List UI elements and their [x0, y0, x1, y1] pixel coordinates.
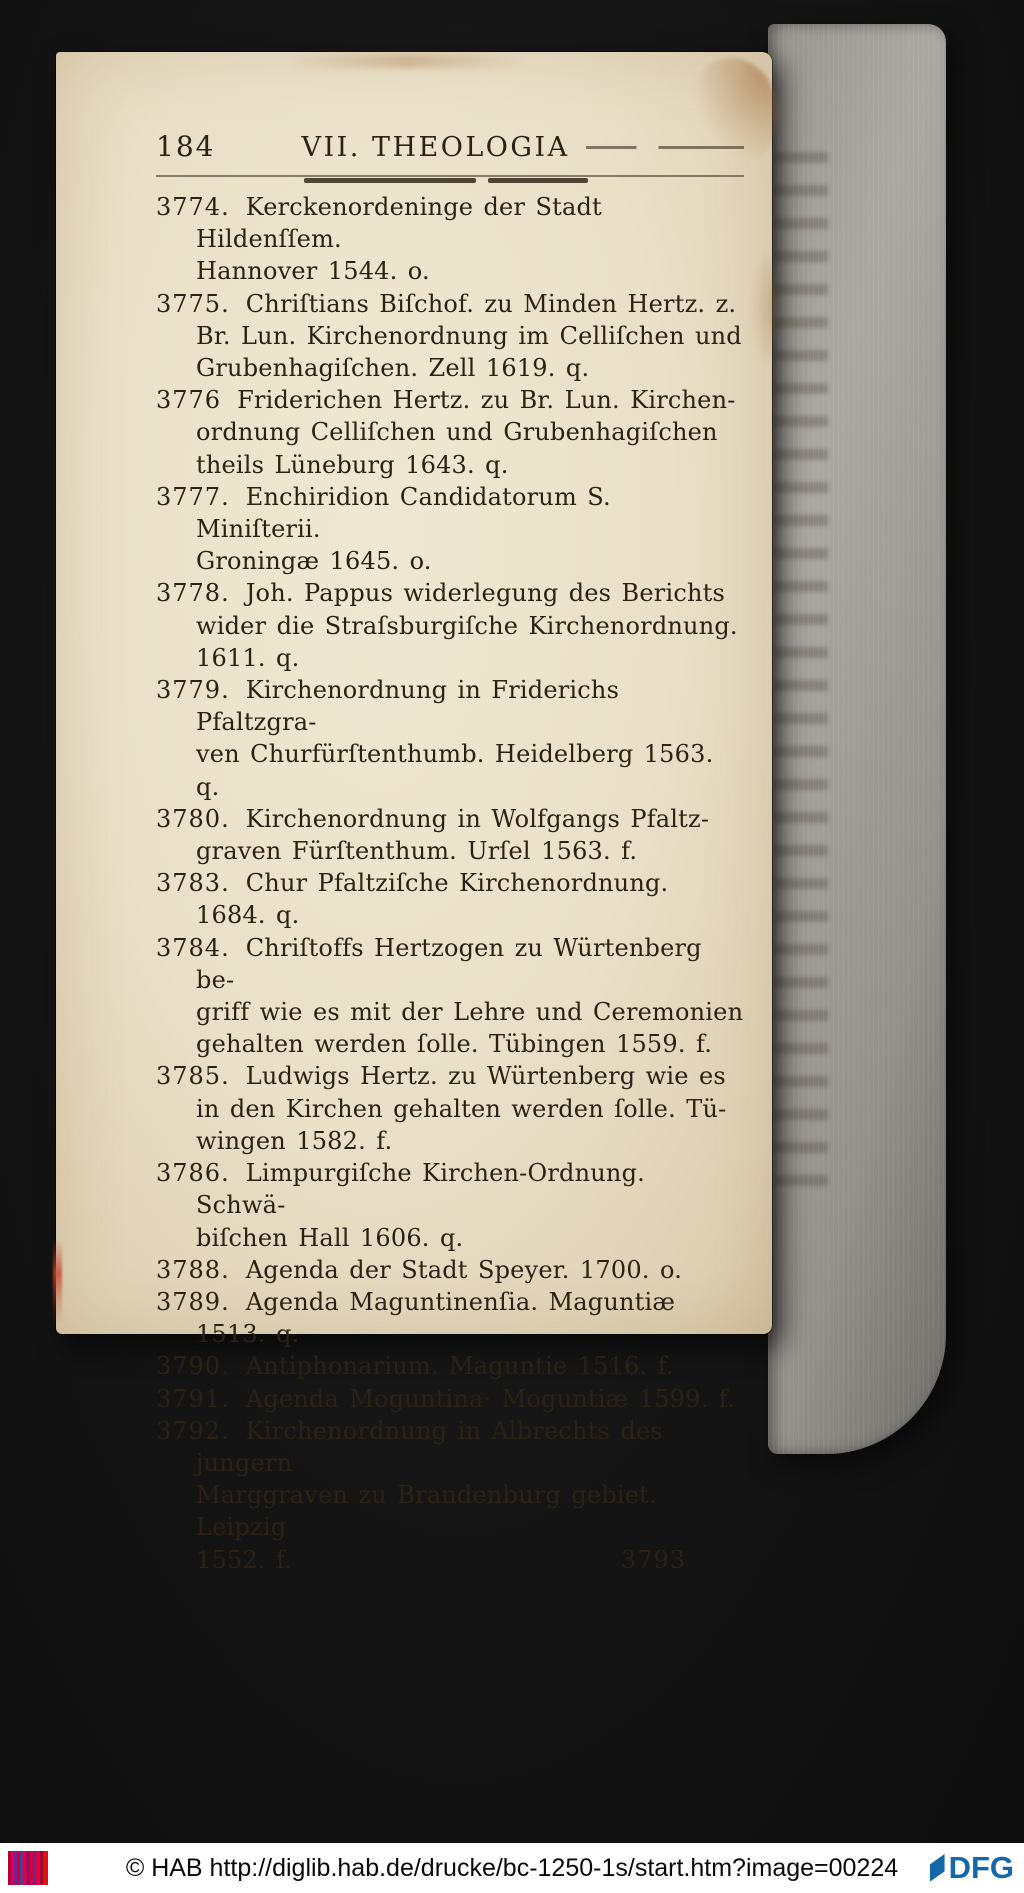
header-dash-rule [586, 146, 744, 149]
entry-line: gehalten werden ſolle. Tübingen 1559. f. [196, 1030, 713, 1059]
entry [156, 803, 744, 867]
entry-number: 3776 [156, 386, 222, 415]
entry-line: 1552. f. [196, 1545, 293, 1574]
entry-line: Kirchenordnung in Albrechts des jungern [196, 1416, 663, 1477]
entry-line: Marggraven zu Brandenburg gebiet. Leipzig [196, 1481, 657, 1542]
entry-line: Enchiridion Candidatorum S. Miniſterii. [196, 482, 611, 544]
entry-line: Agenda Maguntinenſia. Maguntiæ 1513. q. [196, 1287, 676, 1349]
entry-line: biſchen Hall 1606. q. [196, 1223, 464, 1252]
entry-number: 3790. [156, 1352, 230, 1381]
header-rule-right [488, 178, 588, 183]
entry-number: 3774. [156, 193, 230, 221]
copyright-text: © HAB http://diglib.hab.de/drucke/bc-1250-1s/start.htm?image=00224 [125, 1853, 899, 1882]
entry-line: Kerckenordeninge der Stadt Hildenſſem. [196, 193, 602, 254]
page-stain [286, 54, 526, 68]
entry-line: Br. Lun. Kirchenordnung im Celliſchen und [196, 321, 742, 350]
entry-line: ven Churfürſtenthumb. Heidelberg 1563. q. [196, 740, 714, 801]
entry-line: Ludwigs Hertz. zu Würtenberg wie es [245, 1062, 726, 1091]
entry-line: Grubenhagiſchen. Zell 1619. q. [196, 354, 590, 383]
entry [156, 674, 744, 803]
entry-line: theils Lüneburg 1643. q. [196, 450, 509, 479]
entry-line: Kirchenordnung in Friderichs Pfaltzgra- [196, 676, 620, 737]
entry-lines [196, 1062, 744, 1157]
entry-list [156, 191, 744, 1576]
entry-lines [196, 193, 744, 288]
entry-number: 3775. [156, 289, 230, 318]
entry-line: graven Fürſtenthum. Urſel 1563. f. [196, 837, 638, 866]
header-rule-left [304, 178, 476, 183]
dfg-logo [930, 1850, 1014, 1886]
entry-line: 1611. q. [196, 643, 300, 672]
entry-lines [196, 483, 744, 578]
entry-line: Groningæ 1645. o. [196, 547, 432, 576]
entry [156, 577, 744, 674]
entry-lines [196, 676, 744, 803]
entry-lines [196, 386, 744, 481]
book-page [56, 52, 772, 1574]
entry-lines [246, 1256, 682, 1284]
catchword: 3793 [620, 1545, 686, 1574]
entry [156, 384, 744, 481]
entry-number: 3786. [156, 1159, 230, 1188]
entry [156, 1254, 744, 1286]
entry-line: Agenda der Stadt Speyer. 1700. o. [245, 1255, 683, 1284]
entry-lines [196, 1288, 675, 1348]
entry-lines [196, 1159, 744, 1254]
entry-lines [246, 1352, 674, 1380]
entry-number: 3791. [156, 1384, 230, 1413]
page-stain [53, 1240, 62, 1324]
entry [156, 1286, 744, 1350]
entry [156, 1060, 744, 1157]
entry-number: 3783. [156, 869, 230, 898]
color-calibration-barcode [8, 1851, 48, 1885]
entry-line: wider die Straſsburgiſche Kirchenordnung. [196, 611, 738, 640]
entry-line: Chriſtoffs Hertzogen zu Würtenberg be- [196, 933, 702, 994]
entry [156, 1157, 744, 1254]
entry-number: 3780. [156, 804, 230, 833]
entry-line: Chur Pfaltziſche Kirchenordnung. 1684. q. [196, 869, 669, 930]
entry [156, 1350, 744, 1382]
entry [156, 867, 744, 931]
entry-line: in den Kirchen gehalten werden ſolle. Tü- [196, 1094, 727, 1123]
entry-number: 3778. [156, 579, 230, 608]
entry-line: griff wie es mit der Lehre und Ceremonien [196, 998, 744, 1027]
entry-number: 3784. [156, 933, 230, 962]
entry-number: 3785. [156, 1062, 230, 1091]
dfg-logo-text: DFG [948, 1850, 1014, 1885]
entry-number: 3777. [156, 482, 230, 511]
entry-lines [196, 934, 744, 1061]
entry-line: wingen 1582. f. [196, 1126, 393, 1155]
text-showthrough [774, 152, 828, 1192]
entry-line: Friderichen Hertz. zu Br. Lun. Kirchen- [237, 386, 736, 415]
entry-line: Joh. Pappus widerlegung des Berichts [245, 579, 725, 608]
entry [156, 1383, 744, 1415]
entry-lines [196, 290, 744, 385]
entry-lines [196, 805, 744, 867]
entry [156, 481, 744, 578]
entry-line: Antiphonarium. Maguntie 1516. f. [245, 1352, 674, 1381]
entry-line: Kirchenordnung in Wolfgangs Pfaltz- [245, 804, 710, 833]
entry-line: Agenda Moguntina· Moguntiæ 1599. f. [245, 1384, 735, 1413]
dfg-logo-mark [930, 1854, 945, 1882]
entry-lines [196, 869, 668, 929]
entry-line: Hannover 1544. o. [196, 257, 430, 286]
entry-number: 3779. [156, 676, 230, 705]
entry [156, 932, 744, 1061]
entry-line: ordnung Celliſchen und Grubenhagiſchen [196, 418, 718, 447]
adjacent-page-edge [768, 24, 946, 1454]
footer-bar [0, 1843, 1024, 1893]
section-header: VII. THEOLOGIA [301, 132, 570, 163]
entry-number: 3792. [156, 1416, 230, 1445]
entry-line: Limpurgiſche Kirchen-Ordnung. Schwä- [196, 1159, 645, 1220]
entry-number: 3789. [156, 1287, 230, 1316]
entry [156, 191, 744, 288]
entry [156, 288, 744, 385]
entry-lines [196, 579, 744, 674]
page-header [156, 130, 744, 177]
entry-line: Chriſtians Biſchof. zu Minden Hertz. z. [245, 289, 737, 318]
entry-number: 3788. [156, 1255, 230, 1284]
entry-lines [246, 1385, 735, 1413]
page-number: 184 [156, 130, 216, 163]
